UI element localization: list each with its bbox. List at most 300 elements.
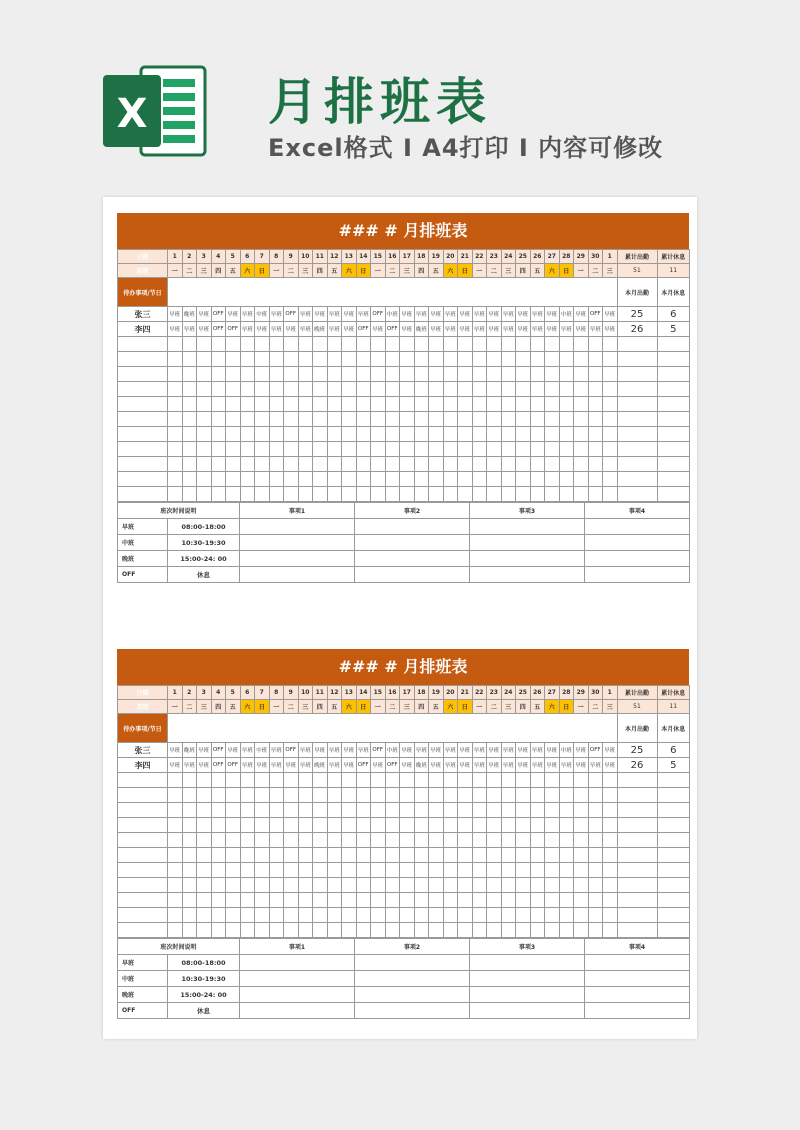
blank-cell[interactable] [269,397,284,412]
blank-cell[interactable] [269,773,284,788]
weekday-cell[interactable]: 二 [487,700,502,714]
blank-cell[interactable] [516,803,531,818]
blank-cell[interactable] [356,367,371,382]
blank-cell[interactable] [559,878,574,893]
blank-cell[interactable] [472,397,487,412]
blank-cell[interactable] [313,427,328,442]
blank-cell[interactable] [443,427,458,442]
blank-cell[interactable] [240,397,255,412]
blank-cell[interactable] [342,833,357,848]
shift-cell[interactable]: 早班 [240,758,255,773]
blank-cell[interactable] [429,397,444,412]
shift-cell[interactable]: 早班 [443,322,458,337]
item-cell[interactable] [585,971,690,987]
blank-cell[interactable] [284,397,299,412]
blank-cell[interactable] [429,803,444,818]
blank-cell[interactable] [211,472,226,487]
blank-cell[interactable] [298,427,313,442]
date-cell[interactable]: 6 [240,686,255,700]
blank-cell[interactable] [458,337,473,352]
blank-cell[interactable] [356,397,371,412]
shift-cell[interactable]: 早班 [313,743,328,758]
blank-cell[interactable] [487,442,502,457]
blank-cell[interactable] [516,773,531,788]
blank-cell[interactable] [313,487,328,502]
blank-cell[interactable] [472,788,487,803]
blank-cell[interactable] [284,923,299,938]
blank-cell[interactable] [588,773,603,788]
weekday-cell[interactable]: 一 [472,700,487,714]
blank-cell[interactable] [487,833,502,848]
blank-cell[interactable] [385,457,400,472]
blank-cell[interactable] [168,803,183,818]
shift-cell[interactable]: 中班 [559,307,574,322]
blank-cell[interactable] [472,382,487,397]
item-cell[interactable] [470,535,585,551]
blank-cell[interactable] [617,788,657,803]
blank-cell[interactable] [284,382,299,397]
blank-cell[interactable] [118,923,168,938]
date-cell[interactable]: 11 [313,250,328,264]
blank-cell[interactable] [603,878,618,893]
blank-cell[interactable] [298,893,313,908]
date-cell[interactable]: 10 [298,686,313,700]
blank-cell[interactable] [371,863,386,878]
blank-cell[interactable] [472,818,487,833]
blank-cell[interactable] [385,773,400,788]
blank-cell[interactable] [574,442,589,457]
blank-cell[interactable] [617,457,657,472]
blank-cell[interactable] [429,848,444,863]
blank-cell[interactable] [530,833,545,848]
blank-cell[interactable] [371,773,386,788]
blank-cell[interactable] [356,923,371,938]
blank-cell[interactable] [530,382,545,397]
blank-cell[interactable] [458,412,473,427]
blank-cell[interactable] [617,848,657,863]
blank-cell[interactable] [182,893,197,908]
shift-cell[interactable]: 早班 [168,743,183,758]
blank-cell[interactable] [342,773,357,788]
blank-cell[interactable] [168,472,183,487]
date-cell[interactable]: 21 [458,686,473,700]
blank-cell[interactable] [342,487,357,502]
date-cell[interactable]: 24 [501,686,516,700]
blank-cell[interactable] [472,878,487,893]
shift-cell[interactable]: OFF [226,758,241,773]
blank-cell[interactable] [356,818,371,833]
blank-cell[interactable] [371,848,386,863]
blank-cell[interactable] [226,878,241,893]
blank-cell[interactable] [530,773,545,788]
blank-cell[interactable] [197,427,212,442]
shift-cell[interactable]: 早班 [603,307,618,322]
shift-cell[interactable]: 早班 [313,307,328,322]
blank-cell[interactable] [487,908,502,923]
blank-cell[interactable] [284,457,299,472]
blank-cell[interactable] [226,487,241,502]
blank-cell[interactable] [501,788,516,803]
date-cell[interactable]: 5 [226,250,241,264]
blank-cell[interactable] [458,773,473,788]
blank-cell[interactable] [501,833,516,848]
blank-cell[interactable] [284,863,299,878]
shift-cell[interactable]: 早班 [342,307,357,322]
blank-cell[interactable] [487,863,502,878]
shift-cell[interactable]: 早班 [458,743,473,758]
blank-cell[interactable] [429,367,444,382]
blank-cell[interactable] [472,923,487,938]
blank-cell[interactable] [342,352,357,367]
blank-cell[interactable] [559,367,574,382]
blank-cell[interactable] [255,878,270,893]
blank-cell[interactable] [516,848,531,863]
shift-cell[interactable]: 早班 [516,758,531,773]
blank-cell[interactable] [327,382,342,397]
blank-cell[interactable] [516,893,531,908]
blank-cell[interactable] [588,352,603,367]
blank-cell[interactable] [574,487,589,502]
blank-cell[interactable] [516,487,531,502]
blank-cell[interactable] [443,848,458,863]
shift-cell[interactable]: 早班 [240,743,255,758]
weekday-cell[interactable]: 日 [255,264,270,278]
item-cell[interactable] [585,535,690,551]
shift-cell[interactable]: 早班 [603,758,618,773]
shift-cell[interactable]: 早班 [197,322,212,337]
weekday-cell[interactable]: 三 [197,700,212,714]
weekday-cell[interactable]: 四 [313,700,328,714]
blank-cell[interactable] [168,337,183,352]
blank-cell[interactable] [458,803,473,818]
blank-cell[interactable] [327,818,342,833]
blank-cell[interactable] [327,352,342,367]
date-cell[interactable]: 25 [516,250,531,264]
blank-cell[interactable] [313,457,328,472]
weekday-cell[interactable]: 四 [516,700,531,714]
weekday-cell[interactable]: 一 [371,264,386,278]
weekday-cell[interactable]: 日 [458,700,473,714]
blank-cell[interactable] [342,878,357,893]
blank-cell[interactable] [313,788,328,803]
blank-cell[interactable] [255,833,270,848]
weekday-cell[interactable]: 日 [356,700,371,714]
blank-cell[interactable] [371,367,386,382]
employee-name[interactable]: 李四 [118,758,168,773]
blank-cell[interactable] [356,337,371,352]
blank-cell[interactable] [530,818,545,833]
blank-cell[interactable] [197,442,212,457]
blank-cell[interactable] [371,412,386,427]
weekday-cell[interactable]: 五 [327,264,342,278]
blank-cell[interactable] [168,788,183,803]
blank-cell[interactable] [414,878,429,893]
blank-cell[interactable] [313,472,328,487]
shift-cell[interactable]: 晚班 [313,322,328,337]
date-cell[interactable]: 1 [603,250,618,264]
date-cell[interactable]: 16 [385,250,400,264]
blank-cell[interactable] [168,412,183,427]
item-cell[interactable] [585,551,690,567]
weekday-cell[interactable]: 一 [371,700,386,714]
shift-cell[interactable]: 早班 [298,758,313,773]
blank-cell[interactable] [284,367,299,382]
blank-cell[interactable] [197,337,212,352]
blank-cell[interactable] [240,908,255,923]
blank-cell[interactable] [342,803,357,818]
blank-cell[interactable] [414,472,429,487]
blank-cell[interactable] [356,773,371,788]
blank-cell[interactable] [269,367,284,382]
weekday-cell[interactable]: 三 [197,264,212,278]
blank-cell[interactable] [545,848,560,863]
blank-cell[interactable] [472,803,487,818]
blank-cell[interactable] [211,803,226,818]
blank-cell[interactable] [516,397,531,412]
blank-cell[interactable] [400,457,415,472]
blank-cell[interactable] [414,863,429,878]
blank-cell[interactable] [516,412,531,427]
blank-cell[interactable] [211,863,226,878]
blank-cell[interactable] [429,893,444,908]
date-cell[interactable]: 1 [168,250,183,264]
blank-cell[interactable] [269,878,284,893]
blank-cell[interactable] [118,893,168,908]
date-cell[interactable]: 18 [414,686,429,700]
blank-cell[interactable] [472,457,487,472]
blank-cell[interactable] [327,833,342,848]
item-cell[interactable] [240,955,355,971]
blank-cell[interactable] [240,848,255,863]
blank-cell[interactable] [342,382,357,397]
shift-cell[interactable]: 早班 [400,743,415,758]
blank-cell[interactable] [313,803,328,818]
shift-cell[interactable]: 早班 [516,307,531,322]
blank-cell[interactable] [371,893,386,908]
blank-cell[interactable] [545,788,560,803]
shift-cell[interactable]: OFF [385,322,400,337]
blank-cell[interactable] [530,352,545,367]
blank-cell[interactable] [588,367,603,382]
blank-cell[interactable] [197,908,212,923]
blank-cell[interactable] [118,427,168,442]
blank-cell[interactable] [342,863,357,878]
shift-cell[interactable]: 早班 [429,322,444,337]
blank-cell[interactable] [588,412,603,427]
blank-cell[interactable] [429,833,444,848]
blank-cell[interactable] [226,803,241,818]
weekday-cell[interactable]: 日 [458,264,473,278]
blank-cell[interactable] [657,788,690,803]
blank-cell[interactable] [472,472,487,487]
blank-cell[interactable] [588,863,603,878]
blank-cell[interactable] [516,427,531,442]
blank-cell[interactable] [617,773,657,788]
blank-cell[interactable] [400,397,415,412]
blank-cell[interactable] [574,803,589,818]
blank-cell[interactable] [168,442,183,457]
date-cell[interactable]: 27 [545,686,560,700]
weekday-cell[interactable]: 三 [603,700,618,714]
blank-cell[interactable] [414,848,429,863]
blank-cell[interactable] [458,487,473,502]
blank-cell[interactable] [197,818,212,833]
item-cell[interactable] [355,519,470,535]
shift-cell[interactable]: 早班 [298,743,313,758]
blank-cell[interactable] [429,923,444,938]
shift-cell[interactable]: 早班 [356,743,371,758]
blank-cell[interactable] [559,382,574,397]
blank-cell[interactable] [516,863,531,878]
blank-cell[interactable] [603,352,618,367]
blank-cell[interactable] [530,457,545,472]
weekday-cell[interactable]: 一 [269,700,284,714]
blank-cell[interactable] [385,863,400,878]
shift-cell[interactable]: 早班 [327,322,342,337]
weekday-cell[interactable]: 四 [211,700,226,714]
blank-cell[interactable] [118,863,168,878]
blank-cell[interactable] [356,848,371,863]
blank-cell[interactable] [617,878,657,893]
blank-cell[interactable] [269,352,284,367]
blank-cell[interactable] [545,923,560,938]
blank-cell[interactable] [429,412,444,427]
blank-cell[interactable] [342,412,357,427]
blank-cell[interactable] [118,442,168,457]
blank-cell[interactable] [211,923,226,938]
shift-cell[interactable]: 早班 [472,758,487,773]
blank-cell[interactable] [211,908,226,923]
weekday-cell[interactable]: 六 [342,264,357,278]
blank-cell[interactable] [327,788,342,803]
blank-cell[interactable] [269,908,284,923]
date-cell[interactable]: 23 [487,250,502,264]
date-cell[interactable]: 8 [269,686,284,700]
date-cell[interactable]: 22 [472,250,487,264]
blank-cell[interactable] [530,472,545,487]
blank-cell[interactable] [118,788,168,803]
blank-cell[interactable] [342,893,357,908]
blank-cell[interactable] [429,878,444,893]
shift-cell[interactable]: 晚班 [414,322,429,337]
blank-cell[interactable] [284,788,299,803]
blank-cell[interactable] [298,412,313,427]
blank-cell[interactable] [168,487,183,502]
blank-cell[interactable] [501,863,516,878]
blank-cell[interactable] [501,487,516,502]
blank-cell[interactable] [588,908,603,923]
blank-cell[interactable] [487,878,502,893]
blank-cell[interactable] [269,788,284,803]
blank-cell[interactable] [400,833,415,848]
blank-cell[interactable] [501,352,516,367]
blank-cell[interactable] [588,893,603,908]
blank-cell[interactable] [603,487,618,502]
blank-cell[interactable] [371,427,386,442]
blank-cell[interactable] [385,878,400,893]
blank-cell[interactable] [313,908,328,923]
blank-cell[interactable] [617,412,657,427]
date-cell[interactable]: 2 [182,686,197,700]
shift-cell[interactable]: OFF [385,758,400,773]
weekday-cell[interactable]: 一 [168,700,183,714]
shift-cell[interactable]: 早班 [501,743,516,758]
shift-cell[interactable]: 早班 [298,307,313,322]
blank-cell[interactable] [327,878,342,893]
shift-cell[interactable]: 早班 [197,758,212,773]
item-cell[interactable] [355,567,470,583]
blank-cell[interactable] [182,412,197,427]
blank-cell[interactable] [501,382,516,397]
blank-cell[interactable] [327,773,342,788]
blank-cell[interactable] [371,788,386,803]
blank-cell[interactable] [400,893,415,908]
shift-cell[interactable]: 早班 [530,307,545,322]
blank-cell[interactable] [385,412,400,427]
blank-cell[interactable] [255,863,270,878]
blank-cell[interactable] [458,833,473,848]
blank-cell[interactable] [168,923,183,938]
blank-cell[interactable] [255,848,270,863]
item-cell[interactable] [240,535,355,551]
blank-cell[interactable] [400,442,415,457]
month-work-value[interactable]: 26 [617,758,657,773]
blank-cell[interactable] [559,397,574,412]
shift-cell[interactable]: 晚班 [182,307,197,322]
blank-cell[interactable] [313,442,328,457]
blank-cell[interactable] [516,442,531,457]
blank-cell[interactable] [385,848,400,863]
blank-cell[interactable] [414,908,429,923]
blank-cell[interactable] [284,773,299,788]
blank-cell[interactable] [211,397,226,412]
blank-cell[interactable] [400,487,415,502]
shift-cell[interactable]: 早班 [574,743,589,758]
blank-cell[interactable] [400,788,415,803]
blank-cell[interactable] [458,382,473,397]
shift-cell[interactable]: 早班 [588,758,603,773]
blank-cell[interactable] [371,803,386,818]
weekday-cell[interactable]: 日 [255,700,270,714]
blank-cell[interactable] [400,367,415,382]
date-cell[interactable]: 26 [530,686,545,700]
blank-cell[interactable] [255,442,270,457]
blank-cell[interactable] [545,457,560,472]
blank-cell[interactable] [545,352,560,367]
blank-cell[interactable] [617,352,657,367]
blank-cell[interactable] [298,908,313,923]
blank-cell[interactable] [313,893,328,908]
month-rest-value[interactable]: 5 [657,322,690,337]
blank-cell[interactable] [429,487,444,502]
blank-cell[interactable] [284,908,299,923]
blank-cell[interactable] [559,773,574,788]
blank-cell[interactable] [588,848,603,863]
item-cell[interactable] [355,987,470,1003]
blank-cell[interactable] [429,352,444,367]
blank-cell[interactable] [559,442,574,457]
weekday-cell[interactable]: 二 [385,700,400,714]
blank-cell[interactable] [443,863,458,878]
blank-cell[interactable] [168,878,183,893]
shift-cell[interactable]: 早班 [516,743,531,758]
blank-cell[interactable] [501,457,516,472]
blank-cell[interactable] [255,337,270,352]
blank-cell[interactable] [313,352,328,367]
blank-cell[interactable] [414,773,429,788]
blank-cell[interactable] [255,487,270,502]
shift-cell[interactable]: 早班 [559,758,574,773]
